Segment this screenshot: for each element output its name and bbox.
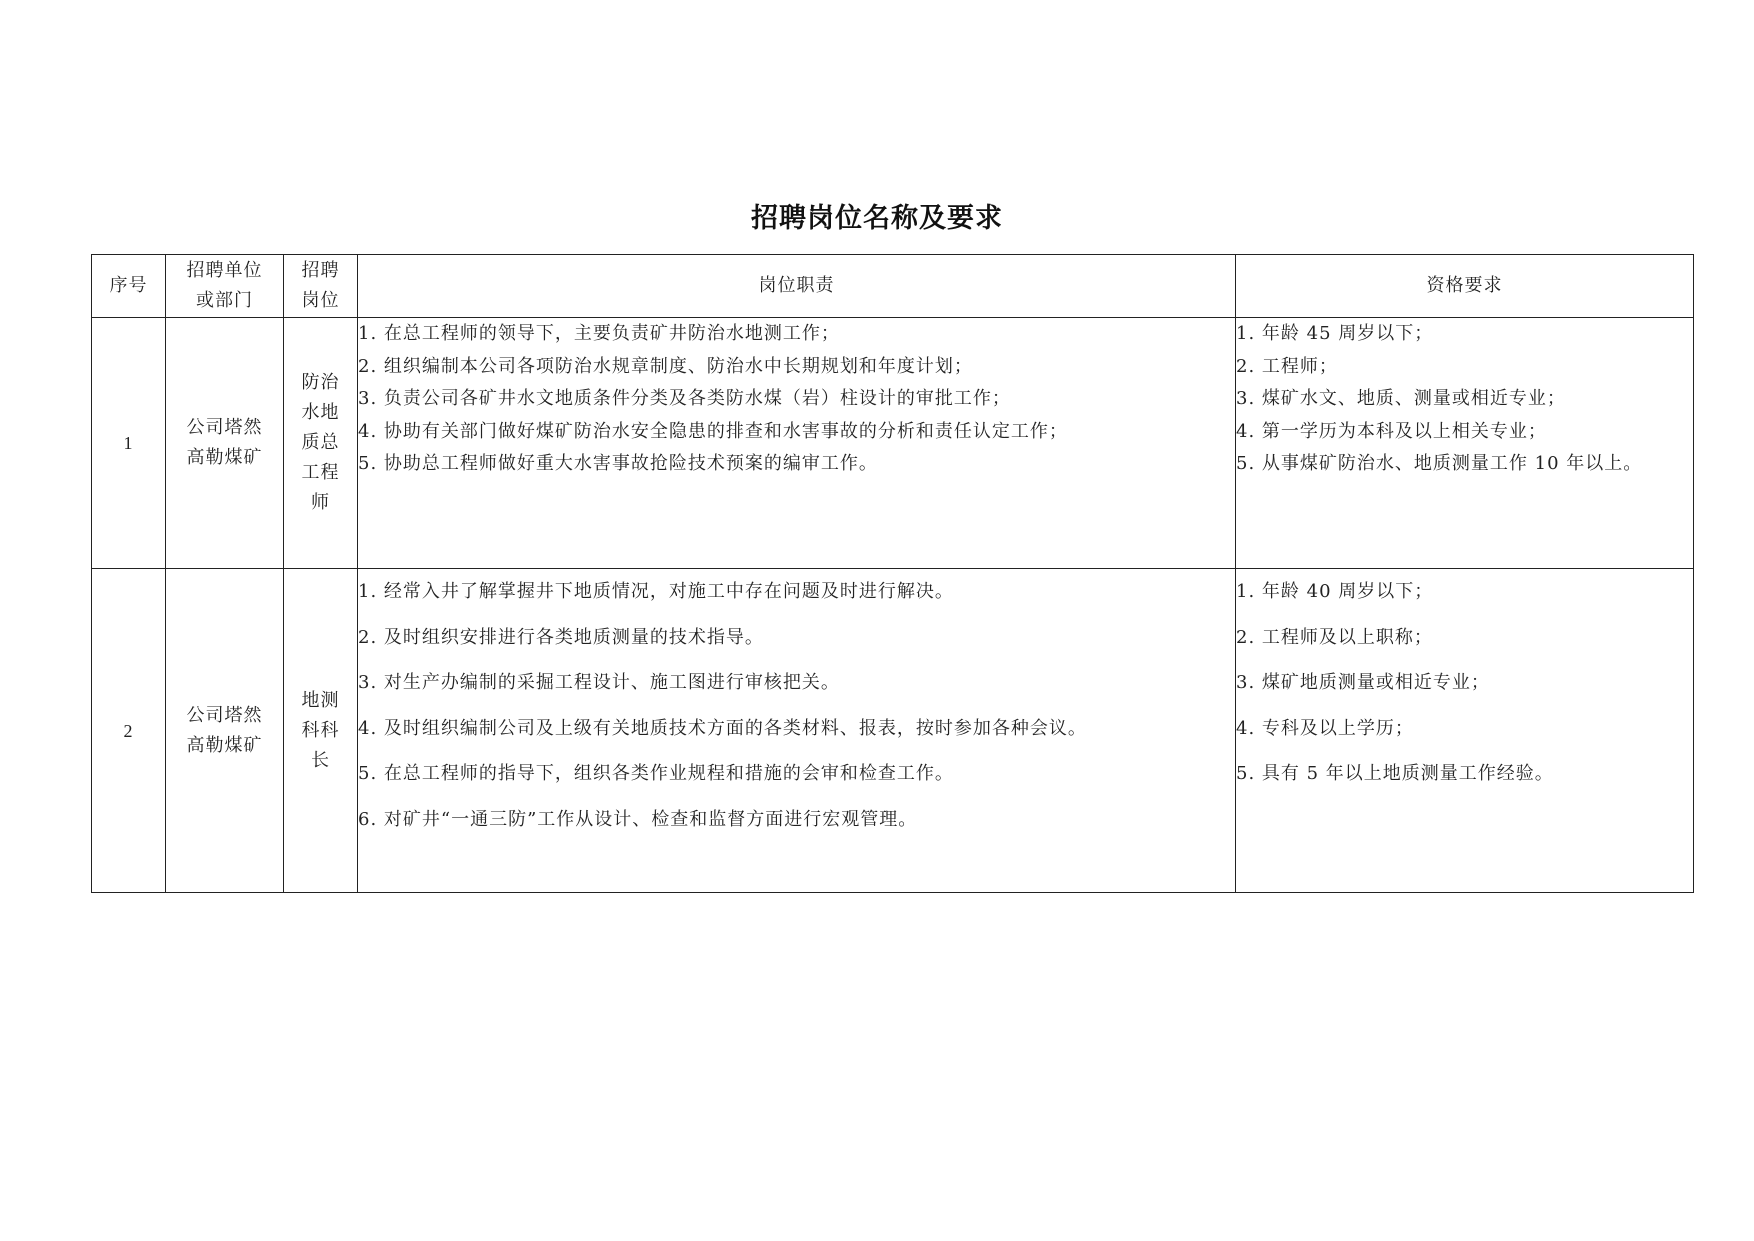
table-row — [92, 318, 1694, 569]
requirement-item: 4. 专科及以上学历； — [1236, 717, 1414, 739]
header-duties: 岗位职责 — [358, 255, 1236, 318]
row-duties — [358, 569, 1236, 893]
duty-item: 3. 负责公司各矿井水文地质条件分类及各类防水煤（岩）柱设计的审批工作； — [358, 388, 1011, 409]
duty-item: 2. 组织编制本公司各项防治水规章制度、防治水中长期规划和年度计划； — [358, 355, 973, 377]
row-position — [284, 569, 358, 893]
duty-item: 5. 协助总工程师做好重大水害事故抢险技术预案的编审工作。 — [358, 453, 878, 474]
requirement-item: 1. 年龄 45 周岁以下； — [1236, 323, 1434, 344]
requirement-item: 5. 具有 5 年以上地质测量工作经验。 — [1236, 763, 1554, 784]
duty-item: 4. 及时组织编制公司及上级有关地质技术方面的各类材料、报表，按时参加各种会议。 — [358, 717, 1087, 739]
duty-item: 6. 对矿井“一通三防”工作从设计、检查和监督方面进行宏观管理。 — [358, 808, 918, 830]
duty-item: 5. 在总工程师的指导下，组织各类作业规程和措施的会审和检查工作。 — [358, 763, 954, 784]
row-position — [284, 318, 358, 569]
duty-item: 1. 在总工程师的领导下，主要负责矿井防治水地测工作； — [358, 323, 840, 344]
requirement-item: 2. 工程师； — [1236, 355, 1338, 377]
duty-item: 3. 对生产办编制的采掘工程设计、施工图进行审核把关。 — [358, 672, 840, 693]
row-requirements — [1236, 318, 1694, 569]
position-line: 地测 — [301, 689, 340, 711]
header-position-line1: 招聘 — [301, 260, 340, 281]
position-line: 水地 — [301, 402, 340, 423]
row-unit — [166, 318, 284, 569]
requirement-item: 3. 煤矿地质测量或相近专业； — [1236, 672, 1490, 693]
header-position-line2: 岗位 — [301, 290, 340, 311]
position-line: 科科 — [301, 719, 340, 741]
row-seq: 1 — [92, 318, 166, 569]
header-unit — [166, 255, 284, 318]
position-line: 防治 — [301, 372, 340, 393]
table-header-row — [92, 255, 1694, 318]
unit-line: 高勒煤矿 — [186, 447, 263, 468]
row-duties — [358, 318, 1236, 569]
unit-line: 公司塔然 — [186, 417, 263, 438]
position-line: 师 — [311, 492, 330, 513]
page-title: 招聘岗位名称及要求 — [751, 203, 1003, 234]
recruitment-table — [91, 254, 1694, 893]
position-line: 工程 — [301, 462, 340, 483]
requirement-item: 1. 年龄 40 周岁以下； — [1236, 581, 1434, 602]
requirement-item: 4. 第一学历为本科及以上相关专业； — [1236, 420, 1547, 442]
header-requirements: 资格要求 — [1236, 255, 1694, 318]
duty-item: 2. 及时组织安排进行各类地质测量的技术指导。 — [358, 626, 764, 648]
row-seq: 2 — [92, 569, 166, 893]
position-line: 长 — [311, 749, 330, 771]
header-unit-line2: 或部门 — [196, 290, 253, 311]
row-requirements — [1236, 569, 1694, 893]
header-seq: 序号 — [92, 255, 166, 318]
duty-item: 4. 协助有关部门做好煤矿防治水安全隐患的排查和水害事故的分析和责任认定工作； — [358, 420, 1068, 442]
position-line: 质总 — [301, 432, 340, 453]
table-row — [92, 569, 1694, 893]
row-unit — [166, 569, 284, 893]
requirement-item: 3. 煤矿水文、地质、测量或相近专业； — [1236, 388, 1566, 409]
duty-item: 1. 经常入井了解掌握井下地质情况，对施工中存在问题及时进行解决。 — [358, 581, 954, 602]
header-position — [284, 255, 358, 318]
unit-line: 高勒煤矿 — [186, 734, 263, 756]
requirement-item: 5. 从事煤矿防治水、地质测量工作 10 年以上。 — [1236, 453, 1643, 474]
unit-line: 公司塔然 — [186, 704, 263, 726]
requirement-item: 2. 工程师及以上职称； — [1236, 626, 1433, 648]
header-unit-line1: 招聘单位 — [186, 260, 263, 281]
